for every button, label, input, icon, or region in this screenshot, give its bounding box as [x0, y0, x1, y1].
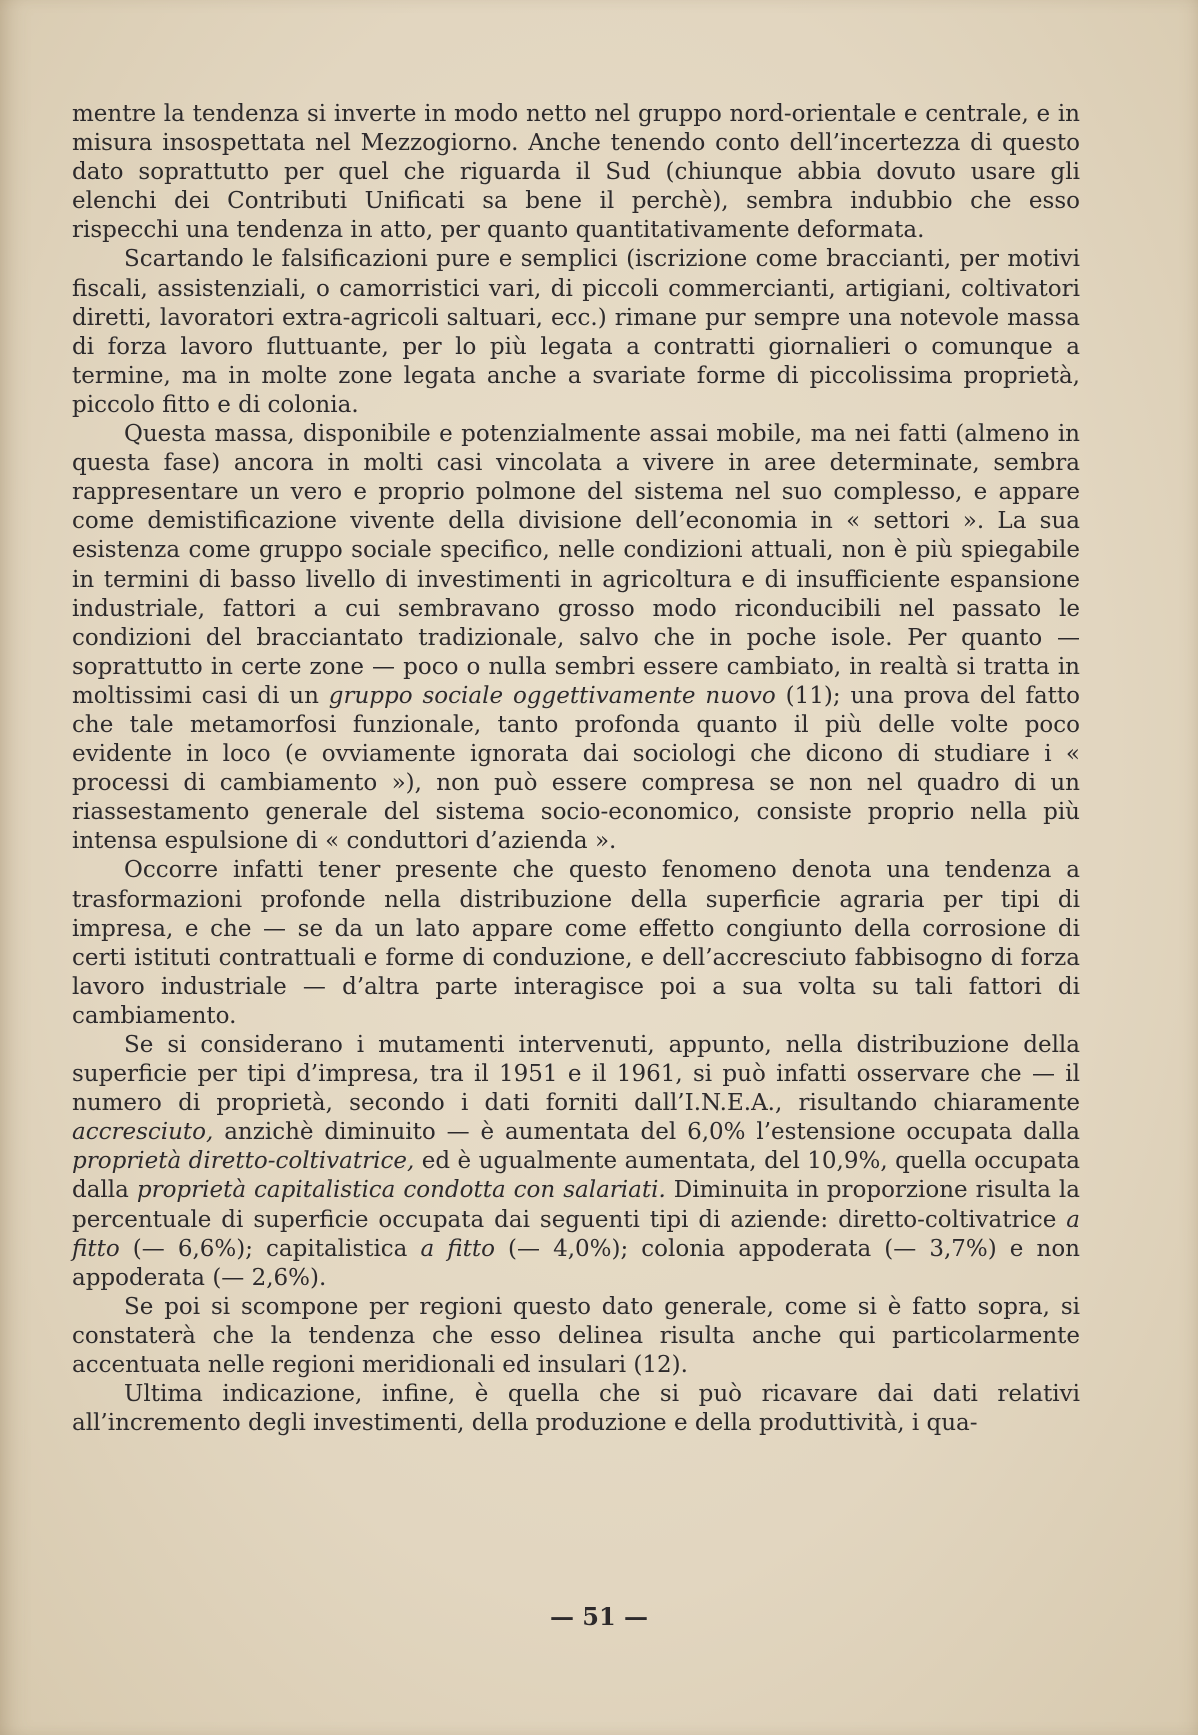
paragraph: [72, 100, 1080, 245]
body-text: [72, 100, 1080, 1438]
italic-text: a fitto: [72, 1206, 1080, 1262]
text-segment: mentre la tendenza si inverte in modo netto nel gruppo nord-orientale e centrale, e in misura insospettata nel Mezzogiorno. Anche tenendo conto dell’incertezza di questo dato soprattutto per quel che riguarda il Sud (chiunque abbia dovuto usare gli elenchi dei Contributi Unificati sa bene il perchè), sembra indubbio che esso rispecchi una tendenza in atto, per quanto quantitativamente deformata.: [72, 101, 1080, 244]
italic-text: proprietà capitalistica condotta con salariati.: [136, 1177, 666, 1204]
text-segment: ed è ugualmente aumentata, del 10,9%, quella occupata dalla: [72, 1148, 1080, 1204]
text-segment: Questa massa, disponibile e potenzialmente assai mobile, ma nei fatti (almeno in questa fase) ancora in molti casi vincolata a vivere in aree determinate, sembra rappresentare un vero e proprio polmone del sistema nel suo complesso, e appare come demistificazione vivente della divisione dell’economia in « settori ». La sua esistenza come gruppo sociale specifico, nelle condizioni attuali, non è più spiegabile in termini di basso livello di investimenti in agricoltura e di insufficiente espansione industriale, fattori a cui sembravano grosso modo riconducibili nel passato le condizioni del bracciantato tradizionale, salvo che in poche isole. Per quanto — soprattutto in certe zone — poco o nulla sembri essere cambiato, in realtà si tratta in moltissimi casi di un: [72, 421, 1080, 709]
italic-text: accresciuto,: [72, 1119, 214, 1146]
text-segment: Se poi si scompone per regioni questo dato generale, come si è fatto sopra, si constaterà che la tendenza che esso delinea risulta anche qui particolarmente accentuata nelle regioni meridionali ed insulari (12).: [72, 1293, 1080, 1379]
text-segment: Scartando le falsificazioni pure e semplici (iscrizione come braccianti, per motivi fiscali, assistenziali, o camorristici vari, di piccoli commercianti, artigiani, coltivatori diretti, lavoratori extra-agricoli saltuari, ecc.) rimane pur sempre una notevole massa di forza lavoro fluttuante, per lo più legata a contratti giornalieri o comunque a termine, ma in molte zone legata anche a svariate forme di piccolissima proprietà, piccolo fitto e di colonia.: [72, 246, 1080, 418]
text-segment: anzichè diminuito — è aumentata del 6,0% l’estensione occupata dalla: [213, 1119, 1080, 1146]
paragraph: [72, 1293, 1080, 1380]
paragraph: [72, 245, 1080, 420]
text-segment: Ultima indicazione, infine, è quella che si può ricavare dai dati relativi all’incremento degli investimenti, della produzione e della produttività, i qua-: [72, 1381, 1080, 1437]
text-segment: Se si considerano i mutamenti intervenuti, appunto, nella distribuzione della superficie per tipi d’impresa, tra il 1951 e il 1961, si può infatti osservare che — il numero di proprietà, secondo i dati forniti dall’I.N.E.A., risultando chiaramente: [72, 1032, 1080, 1117]
paragraph: [72, 420, 1080, 856]
text-segment: (— 4,0%); colonia appoderata (— 3,7%) e non appoderata (— 2,6%).: [72, 1235, 1080, 1291]
italic-text: a fitto: [420, 1235, 495, 1262]
text-segment: (— 6,6%); capitalistica: [119, 1235, 421, 1262]
text-segment: Diminuita in proporzione risulta la percentuale di superficie occupata dai seguenti tipi di aziende: diretto-coltivatrice: [72, 1177, 1080, 1233]
paragraph: [72, 1380, 1080, 1438]
paragraph: [72, 856, 1080, 1031]
paragraph: [72, 1031, 1080, 1293]
text-segment: (11); una prova del fatto che tale metamorfosi funzionale, tanto profonda quanto il più delle volte poco evidente in loco (e ovviamente ignorata dai sociologi che dicono di studiare i « processi di cambiamento »), non può essere compresa se non nel quadro di un riassestamento generale del sistema socio-economico, consiste proprio nella più intensa espulsione di « conduttori d’azienda ».: [72, 682, 1081, 855]
italic-text: gruppo sociale oggettivamente nuovo: [328, 682, 776, 709]
text-segment: Occorre infatti tener presente che questo fenomeno denota una tendenza a trasformazioni profonde nella distribuzione della superficie agraria per tipi di impresa, e che — se da un lato appare come effetto congiunto della corrosione di certi istituti contrattuali e forme di conduzione, e dell’accresciuto fabbisogno di forza lavoro industriale — d’altra parte interagisce poi a sua volta su tali fattori di cambiamento.: [72, 857, 1080, 1029]
page-number: — 51 —: [549, 1602, 649, 1631]
italic-text: proprietà diretto-coltivatrice,: [72, 1148, 415, 1175]
